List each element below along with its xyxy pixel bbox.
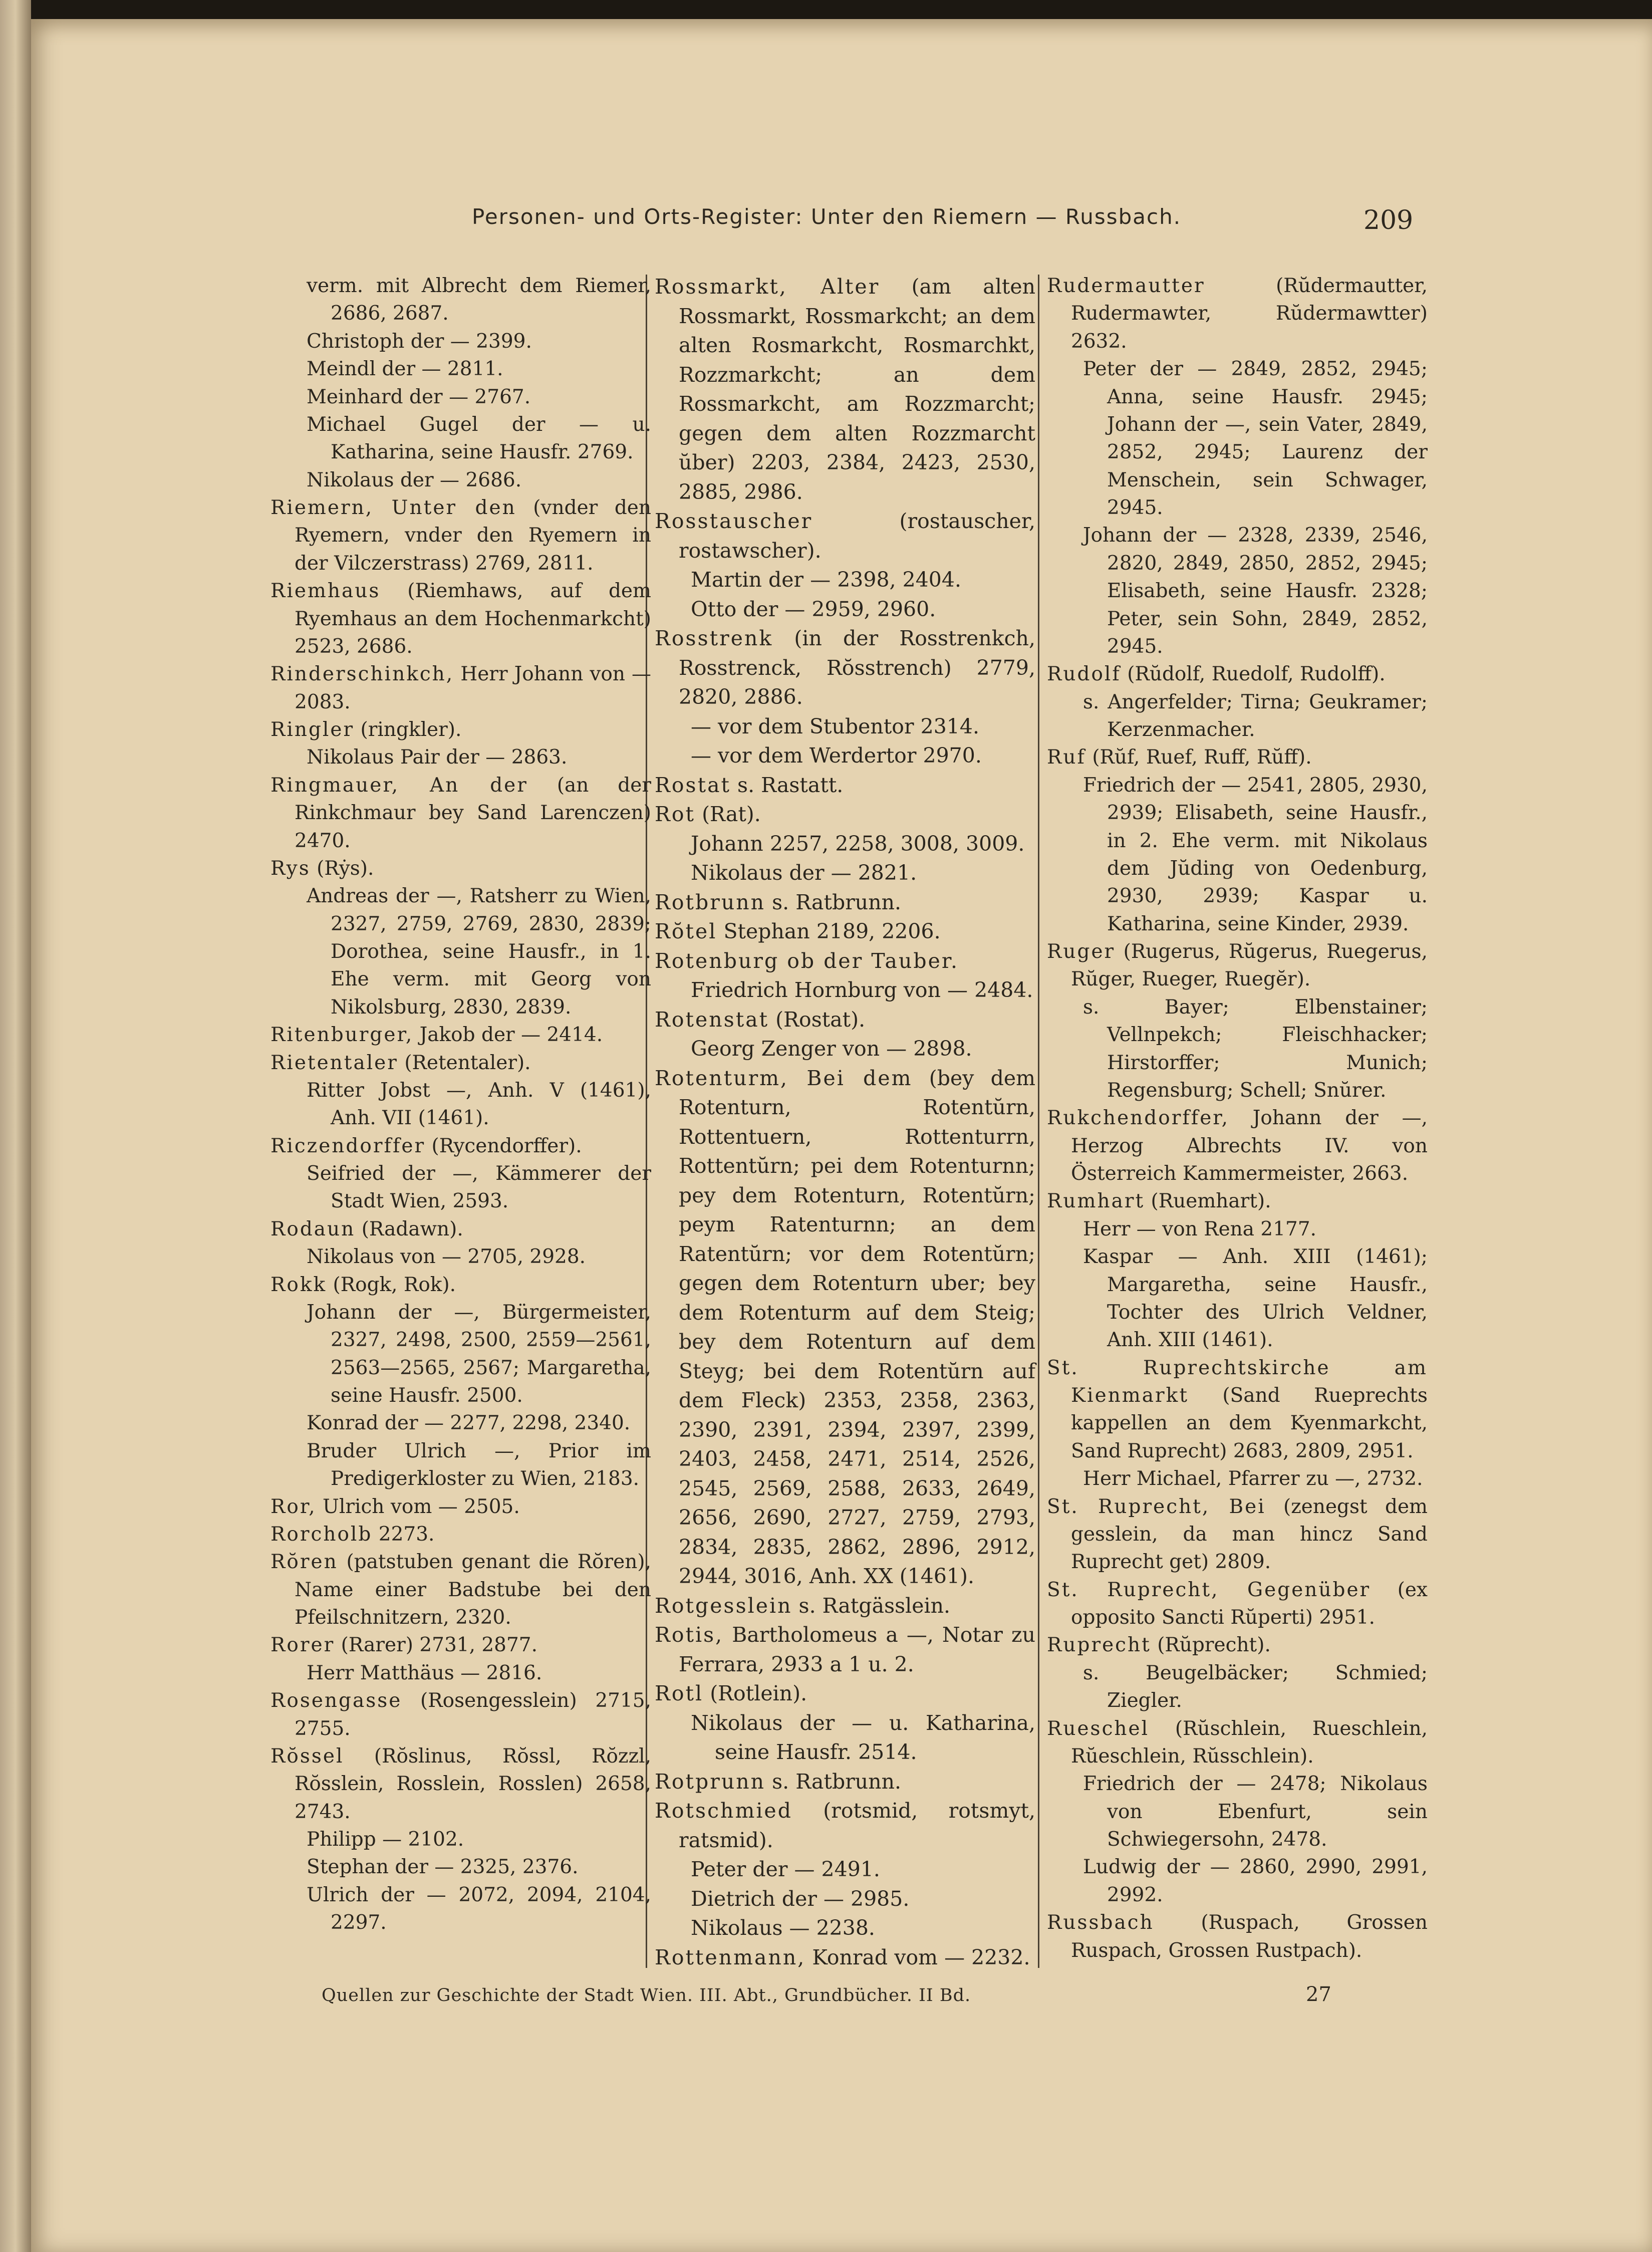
index-subentry: [1047, 688, 1428, 744]
entry-headword: Ruf: [1047, 746, 1086, 769]
index-subentry: [655, 829, 1035, 859]
entry-headword: Ringler: [270, 718, 355, 741]
entry-text: (Ruspach, Grossen Ruspach, Grossen Rustpach).: [1071, 1911, 1428, 1962]
entry-text: Jakob der — 2414.: [413, 1024, 603, 1047]
index-subentry: [270, 882, 651, 1021]
entry-text: (Rŭf, Ruef, Ruff, Rŭff).: [1085, 746, 1312, 769]
index-subentry: [1047, 1465, 1428, 1492]
entry-text: (Ruemhart).: [1145, 1190, 1271, 1213]
entry-headword: Rokk: [270, 1273, 327, 1296]
entry-text: Friedrich Hornburg von — 2484.: [691, 978, 1033, 1002]
entry-text: (an der Rinkchmaur bey Sand Larenczen) 2470.: [295, 774, 651, 852]
book-page: [31, 19, 1652, 2252]
entry-headword: St. Ruprechtskirche am Kienmarkt: [1047, 1356, 1428, 1407]
entry-headword: Rys: [270, 857, 311, 880]
index-entry: [270, 1687, 651, 1742]
entry-headword: St. Ruprecht, Gegenüber: [1047, 1578, 1371, 1601]
index-entry: [1047, 1493, 1428, 1576]
index-subentry: [655, 712, 1035, 741]
entry-text: (ex opposito Sancti Rŭperti) 2951.: [1071, 1578, 1428, 1629]
entry-text: (vnder den Ryemern, vnder den Ryemern in der Vilczerstrass) 2769, 2811.: [295, 496, 651, 575]
entry-text: Johann der —, Herzog Albrechts IV. von Österreich Kammermeister, 2663.: [1071, 1107, 1428, 1185]
entry-text: Peter der — 2849, 2852, 2945; Anna, seine Hausfr. 2945; Johann der —, sein Vater, 2849, 2852, 2945; Laurenz der Menschein, sein Schwager, 2945.: [1083, 358, 1428, 519]
entry-text: Friedrich der — 2541, 2805, 2930, 2939; Elisabeth, seine Hausfr., in 2. Ehe verm. mit Nikolaus dem Jŭding von Oedenburg, 2930, 2939; Kaspar u. Katharina, seine Kinder, 2939.: [1083, 774, 1428, 935]
entry-headword: Rotl: [655, 1681, 704, 1705]
index-entry: [1047, 660, 1428, 688]
index-entry: [270, 1049, 651, 1077]
entry-headword: Rotbrunn: [655, 890, 766, 914]
entry-text: Georg Zenger von — 2898.: [691, 1037, 972, 1061]
entry-text: (zenegst dem gesslein, da man hincz Sand Ruprecht get) 2809.: [1071, 1495, 1428, 1574]
index-entry: [655, 771, 1035, 800]
entry-headword: Rorer: [270, 1634, 335, 1657]
entry-headword: Ror,: [270, 1495, 317, 1518]
index-entry: [1047, 1631, 1428, 1659]
index-subentry: [270, 743, 651, 771]
entry-text: (in der Rosstrenkch, Rosstrenck, Rŏsstrench) 2779, 2820, 2886.: [679, 626, 1035, 709]
index-entry: [270, 1493, 651, 1521]
index-subentry: [1047, 355, 1428, 522]
entry-text: Johann 2257, 2258, 3008, 3009.: [691, 831, 1025, 856]
entry-text: (rotsmid, rotsmyt, ratsmid).: [679, 1799, 1035, 1852]
entry-text: (Radawn).: [355, 1217, 463, 1240]
entry-headword: Rosengasse: [270, 1689, 402, 1712]
index-entry: [270, 660, 651, 716]
index-entry: [270, 772, 651, 855]
entry-text: Meinhard der — 2767.: [307, 385, 531, 408]
entry-text: Johann der — 2328, 2339, 2546, 2820, 2849, 2850, 2852, 2945; Elisabeth, seine Hausfr. 2328; Peter, sein Sohn, 2849, 2852, 2945.: [1083, 524, 1428, 658]
entry-headword: Rotenturm, Bei dem: [655, 1066, 913, 1090]
entry-headword: Rŏren: [270, 1551, 338, 1574]
index-subentry: [270, 411, 651, 466]
index-entry: [1047, 1104, 1428, 1187]
entry-headword: Rostat: [655, 773, 731, 797]
entry-text: Nikolaus der — 2686.: [307, 468, 522, 491]
index-entry: [655, 1943, 1035, 1972]
entry-text: Nikolaus — 2238.: [691, 1916, 875, 1940]
entry-text: Herr Johann von — 2083.: [295, 663, 651, 713]
entry-headword: Rorcholb: [270, 1523, 373, 1546]
index-subentry: [270, 355, 651, 383]
index-subentry: [655, 1913, 1035, 1943]
entry-headword: Rotis,: [655, 1623, 724, 1647]
index-subentry: [270, 328, 651, 355]
index-entry: [655, 1064, 1035, 1591]
index-entry: [655, 507, 1035, 565]
entry-headword: Rosstrenk: [655, 626, 773, 650]
entry-headword: Ruger: [1047, 940, 1116, 963]
entry-text: (Rycendorffer).: [425, 1134, 582, 1157]
entry-text: Herr — von Rena 2177.: [1083, 1217, 1317, 1240]
index-subentry: [655, 1034, 1035, 1064]
index-entry: [270, 1521, 651, 1548]
index-subentry: [1047, 1770, 1428, 1853]
entry-text: Philipp — 2102.: [307, 1828, 464, 1851]
index-subentry: [655, 595, 1035, 624]
index-subentry: [270, 383, 651, 411]
index-entry: [270, 1742, 651, 1826]
entry-headword: Rŏssel: [270, 1744, 344, 1768]
entry-headword: Rotgesslein: [655, 1593, 792, 1618]
index-column-2: [655, 272, 1035, 1985]
entry-text: (Rŭdolf, Ruedolf, Rudolff).: [1121, 663, 1386, 686]
entry-headword: Riczendorffer: [270, 1134, 426, 1157]
index-entry: [1047, 1576, 1428, 1632]
entry-headword: St. Ruprecht, Bei: [1047, 1495, 1266, 1518]
entry-headword: Rukchendorffer,: [1047, 1107, 1230, 1130]
entry-text: Christoph der — 2399.: [307, 330, 532, 353]
entry-text: s. Ratgässlein.: [792, 1593, 951, 1618]
source-footer: Quellen zur Geschichte der Stadt Wien. III. Abt., Grundbücher. II Bd.: [322, 1985, 971, 2006]
entry-text: Herr Michael, Pfarrer zu —, 2732.: [1083, 1467, 1423, 1490]
entry-text: (Rŭprecht).: [1151, 1634, 1271, 1657]
index-subentry: [1047, 772, 1428, 938]
entry-text: Stephan 2189, 2206.: [717, 919, 941, 943]
index-entry: [1047, 938, 1428, 993]
index-entry: [1047, 1354, 1428, 1465]
entry-text: Peter der — 2491.: [691, 1857, 880, 1881]
index-subentry: [655, 1855, 1035, 1884]
index-subentry: [270, 1853, 651, 1881]
index-entry: [655, 1767, 1035, 1797]
entry-text: s. Angerfelder; Tirna; Geukramer; Kerzenmacher.: [1083, 690, 1428, 741]
entry-headword: Ritenburger,: [270, 1024, 414, 1047]
printer-signature: 27: [1306, 1983, 1331, 2006]
entry-headword: Rudermautter: [1047, 275, 1205, 297]
index-subentry: [655, 975, 1035, 1005]
index-entry: [1047, 1187, 1428, 1215]
entry-text: (rostauscher, rostawscher).: [679, 509, 1035, 563]
entry-text: Konrad der — 2277, 2298, 2340.: [307, 1412, 631, 1435]
entry-text: Martin der — 2398, 2404.: [691, 568, 962, 592]
entry-text: (Riemhaws, auf dem Ryemhaus an dem Hochenmarkcht) 2523, 2686.: [295, 580, 651, 658]
entry-headword: Rodaun: [270, 1217, 356, 1240]
page-number: 209: [1363, 205, 1414, 235]
entry-text: Ulrich vom — 2505.: [316, 1495, 520, 1518]
index-subentry: [1047, 1243, 1428, 1354]
entry-text: Meindl der — 2811.: [307, 358, 503, 381]
entry-headword: Rossmarkt, Alter: [655, 275, 880, 299]
index-subentry: [270, 1409, 651, 1437]
entry-text: Nikolaus von — 2705, 2928.: [307, 1245, 586, 1269]
index-entry: [270, 1215, 651, 1243]
entry-headword: Rudolf: [1047, 663, 1121, 686]
index-subentry: [1047, 1659, 1428, 1715]
entry-headword: Riemhaus: [270, 580, 381, 603]
entry-text: (Rarer) 2731, 2877.: [335, 1634, 538, 1657]
entry-text: — vor dem Werdertor 2970.: [691, 743, 982, 768]
entry-text: (Rŭschlein, Rueschlein, Rŭeschlein, Rŭsschlein).: [1071, 1717, 1428, 1768]
entry-text: (am alten Rossmarkt, Rossmarkcht; an dem alten Rosmarkcht, Rosmarchkt, Rozzmarkcht; an dem Rossmarkcht, am Rozzmarcht; gegen dem alten Rozzmarcht ŭber) 2203, 2384, 2423, 2530, 2885, 2986.: [679, 275, 1035, 504]
index-subentry: [655, 741, 1035, 771]
index-entry: [655, 917, 1035, 946]
book-spine-edge: [0, 0, 31, 2252]
index-entry: [655, 946, 1035, 976]
entry-headword: Riemern, Unter den: [270, 496, 516, 519]
index-subentry: [270, 1243, 651, 1271]
column-rule: [1038, 275, 1039, 1968]
index-entry: [655, 1005, 1035, 1035]
index-subentry: [270, 1881, 651, 1937]
index-entry: [270, 1021, 651, 1049]
entry-headword: Rot: [655, 802, 696, 826]
index-entry: [655, 1796, 1035, 1855]
running-title: Personen- und Orts-Register: Unter den Riemern — Russbach.: [472, 204, 1182, 229]
index-entry: [270, 1631, 651, 1659]
index-entry: [1047, 1715, 1428, 1771]
index-entry: [655, 888, 1035, 917]
entry-text: s. Rastatt.: [731, 773, 844, 797]
entry-text: (Rat).: [695, 802, 761, 826]
index-entry: [655, 1620, 1035, 1679]
index-subentry: [270, 466, 651, 494]
entry-text: s. Bayer; Elbenstainer; Vellnpekch; Fleischhacker; Hirstorffer; Munich; Regensburg; Schell; Snŭrer.: [1083, 995, 1428, 1102]
entry-text: Konrad vom — 2232.: [805, 1945, 1030, 1969]
entry-text: Bartholomeus a —, Notar zu Ferrara, 2933 a 1 u. 2.: [679, 1623, 1035, 1676]
entry-headword: Rueschel: [1047, 1717, 1150, 1740]
index-entry: [270, 1132, 651, 1160]
entry-text: Nikolaus der — 2821.: [691, 861, 917, 885]
entry-text: (Rostat).: [769, 1007, 866, 1032]
entry-text: (Rosengesslein) 2715, 2755.: [295, 1689, 651, 1740]
index-entry: [655, 272, 1035, 507]
index-subentry: [655, 1708, 1035, 1767]
entry-headword: Ruprecht: [1047, 1634, 1151, 1657]
entry-text: Stephan der — 2325, 2376.: [307, 1856, 579, 1879]
index-subentry: [1047, 1215, 1428, 1243]
entry-text: Friedrich der — 2478; Nikolaus von Ebenfurt, sein Schwiegersohn, 2478.: [1083, 1773, 1428, 1851]
entry-text: (Rẏs).: [310, 857, 374, 880]
index-entry: [1047, 1909, 1428, 1964]
entry-text: Ulrich der — 2072, 2094, 2104, 2297.: [307, 1883, 651, 1934]
index-entry: [270, 494, 651, 577]
index-subentry: [270, 1299, 651, 1410]
index-entry: [655, 1679, 1035, 1708]
entry-text: (patstuben genant die Rŏren), Name einer Badstube bei den Pfeilschnitzern, 2320.: [295, 1551, 651, 1629]
index-entry: [1047, 272, 1428, 355]
entry-text: Seifried der —, Kämmerer der Stadt Wien, 2593.: [307, 1162, 651, 1213]
entry-text: verm. mit Albrecht dem Riemer, 2686, 2687.: [307, 275, 651, 325]
entry-text: (Retentaler).: [398, 1051, 531, 1074]
index-entry: [270, 716, 651, 743]
entry-text: Nikolaus Pair der — 2863.: [307, 746, 568, 769]
index-subentry: [1047, 1853, 1428, 1909]
entry-headword: Rotenburg ob der Tauber.: [655, 948, 959, 973]
index-entry: [270, 1548, 651, 1631]
entry-headword: Russbach: [1047, 1911, 1154, 1934]
index-entry: [1047, 743, 1428, 771]
entry-text: (Rogk, Rok).: [327, 1273, 456, 1296]
entry-headword: Rinderschinkch,: [270, 663, 454, 686]
entry-text: Nikolaus der — u. Katharina, seine Hausfr. 2514.: [691, 1710, 1035, 1764]
entry-text: (Rugerus, Rŭgerus, Ruegerus, Rŭger, Rueger, Ruegĕr).: [1071, 940, 1428, 991]
index-subentry: [270, 1437, 651, 1493]
entry-text: (Rotlein).: [703, 1681, 807, 1705]
entry-text: Herr Matthäus — 2816.: [307, 1661, 542, 1684]
entry-text: (Rŭdermautter, Rudermawter, Rŭdermawtter) 2632.: [1071, 275, 1428, 353]
entry-text: s. Ratbrunn.: [765, 1769, 902, 1794]
entry-text: (ringkler).: [354, 718, 462, 741]
index-subentry: [655, 858, 1035, 888]
entry-text: (Rŏslinus, Rŏssl, Rŏzzl, Rŏsslein, Rosslein, Rosslen) 2658, 2743.: [295, 1744, 651, 1823]
index-subentry: [270, 1160, 651, 1215]
index-column-3: [1047, 272, 1428, 1985]
entry-text: (Sand Rueprechts kappellen an dem Kyenmarkcht, Sand Ruprecht) 2683, 2809, 2951.: [1071, 1384, 1428, 1462]
index-subentry: [270, 1659, 651, 1687]
index-entry: [270, 855, 651, 882]
entry-text: Andreas der —, Ratsherr zu Wien, 2327, 2759, 2769, 2830, 2839; Dorothea, seine Hausfr., in 1. Ehe verm. mit Georg von Nikolsburg, 2830, 2839.: [307, 885, 651, 1019]
index-subentry: [655, 565, 1035, 595]
index-column-1: [270, 272, 651, 1985]
entry-text: s. Beugelbäcker; Schmied; Ziegler.: [1083, 1661, 1428, 1712]
entry-text: Ritter Jobst —, Anh. V (1461), Anh. VII (1461).: [307, 1079, 651, 1130]
entry-headword: Rietentaler: [270, 1051, 398, 1074]
index-subentry: [655, 1884, 1035, 1914]
entry-text: 2273.: [372, 1523, 435, 1546]
entry-text: Ludwig der — 2860, 2990, 2991, 2992.: [1083, 1856, 1428, 1906]
entry-headword: Rotenstat: [655, 1007, 769, 1032]
entry-text: — vor dem Stubentor 2314.: [691, 714, 979, 738]
entry-headword: Rottenmann,: [655, 1945, 806, 1969]
entry-headword: Rosstauscher: [655, 509, 813, 533]
index-entry: [655, 1591, 1035, 1621]
index-subentry: [1047, 993, 1428, 1105]
entry-text: Kaspar — Anh. XIII (1461); Margaretha, seine Hausfr., Tochter des Ulrich Veldner, Anh. XIII (1461).: [1083, 1245, 1428, 1352]
entry-headword: Rotprunn: [655, 1769, 766, 1794]
entry-headword: Rumhart: [1047, 1190, 1145, 1213]
index-entry: [270, 577, 651, 660]
index-subentry: [270, 1077, 651, 1132]
entry-headword: Ringmauer, An der: [270, 774, 528, 797]
entry-text: (bey dem Rotenturn, Rotentŭrn, Rottentuern, Rottenturrn, Rottentŭrn; pei dem Rotenturnn; pey dem Rotenturn, Rotentŭrn; peym Ratenturnn; an dem Ratentŭrn; vor dem Rotentŭrn; gegen dem Rotenturn uber; bey dem Rotenturm auf dem Steig; bey dem Rotenturn auf dem Steyg; bei dem Rotentŭrn auf dem Fleck) 2353, 2358, 2363, 2390, 2391, 2394, 2397, 2399, 2403, 2458, 2471, 2514, 2526, 2545, 2569, 2588, 2633, 2649, 2656, 2690, 2727, 2759, 2793, 2834, 2835, 2862, 2896, 2912, 2944, 3016, Anh. XX (1461).: [679, 1066, 1035, 1588]
entry-text: Michael Gugel der — u. Katharina, seine Hausfr. 2769.: [307, 413, 651, 464]
entry-text: Dietrich der — 2985.: [691, 1886, 910, 1911]
entry-text: s. Ratbrunn.: [765, 890, 902, 914]
index-entry: [270, 1271, 651, 1299]
index-subentry: [1047, 522, 1428, 660]
index-subentry: [270, 272, 651, 328]
index-subentry: [270, 1826, 651, 1853]
entry-headword: Rŏtel: [655, 919, 717, 943]
entry-text: Bruder Ulrich —, Prior im Predigerkloster zu Wien, 2183.: [307, 1439, 651, 1490]
index-entry: [655, 800, 1035, 829]
entry-text: Otto der — 2959, 2960.: [691, 597, 936, 621]
entry-text: Johann der —, Bürgermeister, 2327, 2498, 2500, 2559—2561, 2563—2565, 2567; Margaretha, seine Hausfr. 2500.: [307, 1301, 651, 1407]
index-entry: [655, 624, 1035, 712]
entry-headword: Rotschmied: [655, 1799, 792, 1823]
